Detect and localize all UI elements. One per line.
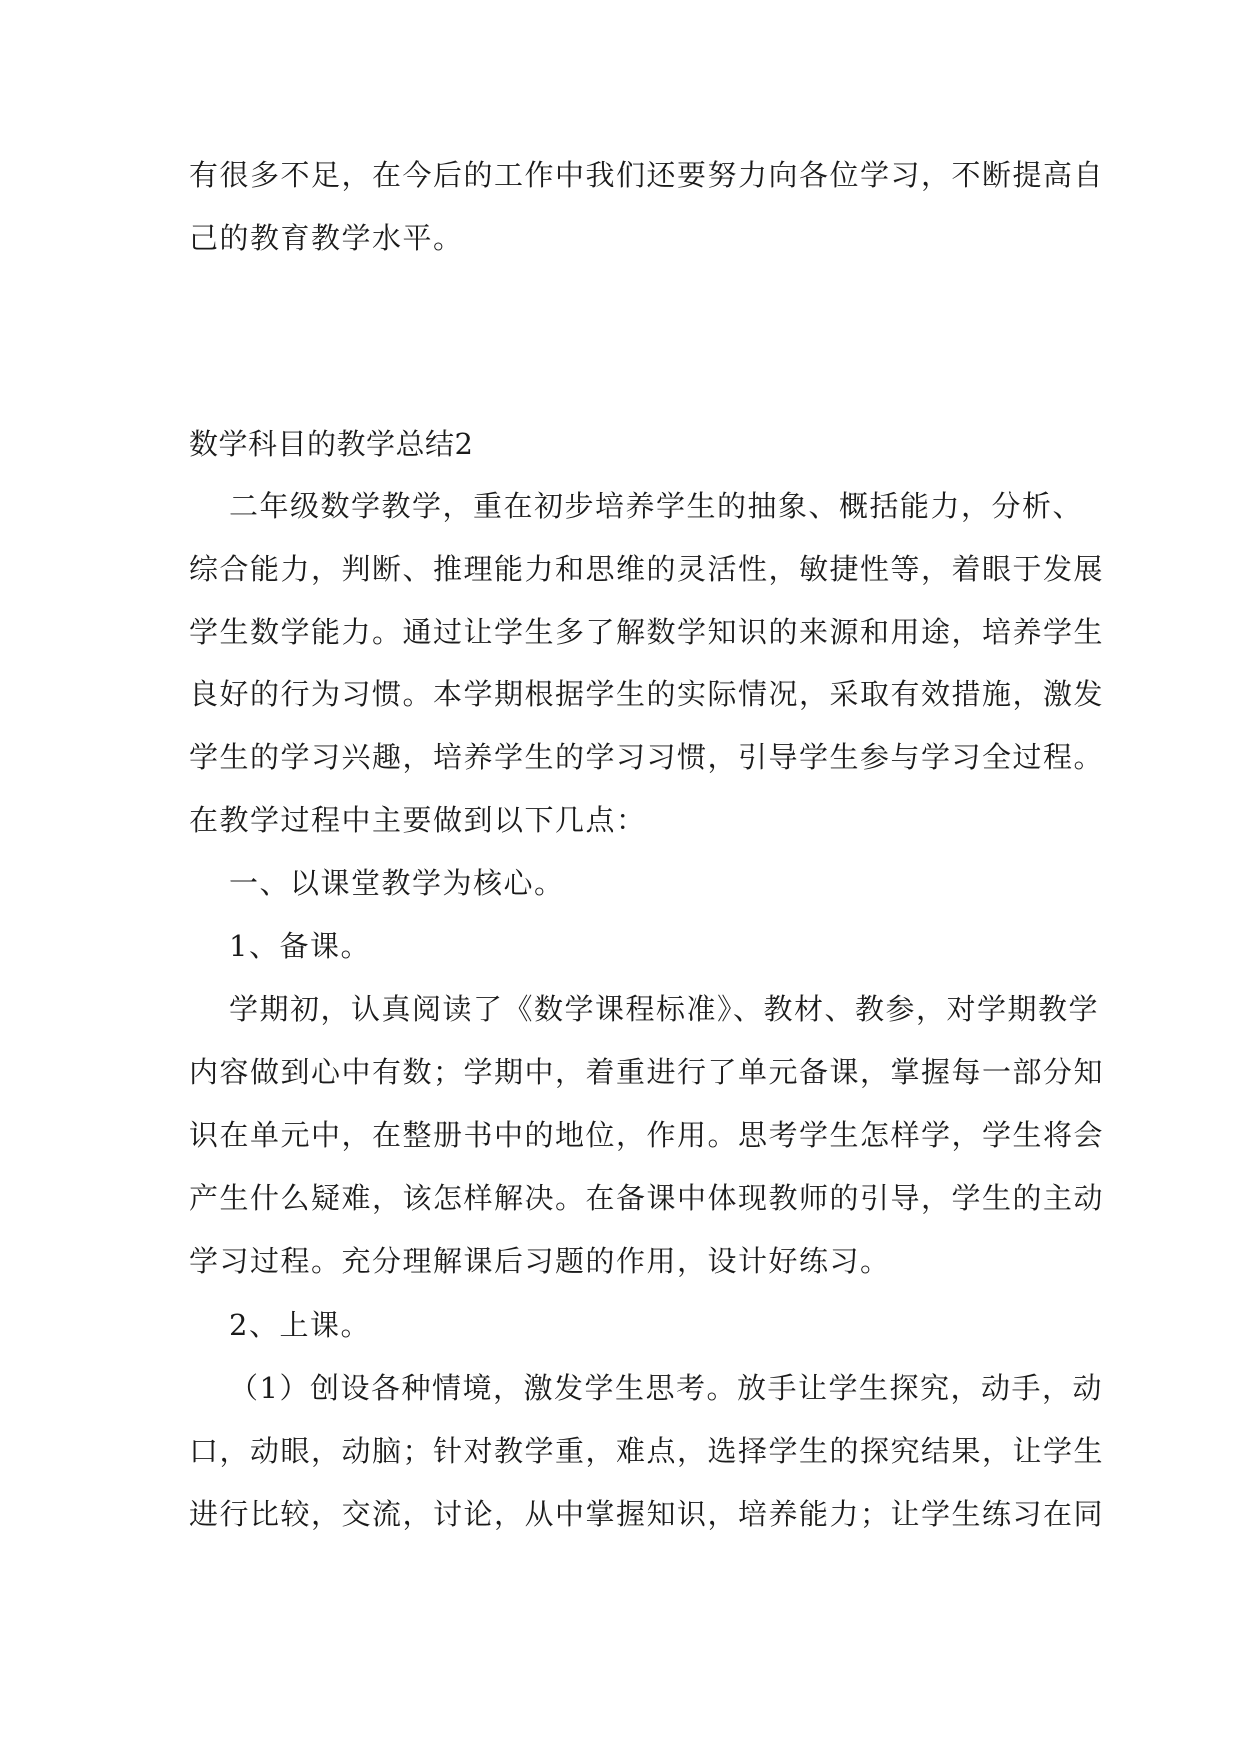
paragraph-line: （1）创设各种情境，激发学生思考。放手让学生探究，动手，动 — [229, 1371, 1103, 1405]
paragraph-line: 良好的行为习惯。本学期根据学生的实际情况，采取有效措施，激发 — [189, 677, 1105, 711]
paragraph-line: 学期初，认真阅读了《数学课程标准》、教材、教参，对学期教学 — [229, 992, 1100, 1026]
paragraph-line: 二年级数学教学，重在初步培养学生的抽象、概括能力，分析、 — [229, 489, 1084, 523]
paragraph-line: 在教学过程中主要做到以下几点： — [189, 803, 647, 837]
paragraph-line: 综合能力，判断、推理能力和思维的灵活性，敏捷性等，着眼于发展 — [189, 552, 1105, 586]
outline-heading: 一、以课堂教学为核心。 — [229, 866, 565, 900]
paragraph-line: 学习过程。充分理解课后习题的作用，设计好练习。 — [189, 1244, 891, 1278]
paragraph-line: 识在单元中，在整册书中的地位，作用。思考学生怎样学，学生将会 — [189, 1118, 1105, 1152]
subheading: 1、备课。 — [229, 929, 371, 963]
paragraph-line: 进行比较，交流，讨论，从中掌握知识，培养能力；让学生练习在同 — [189, 1497, 1105, 1531]
subheading: 2、上课。 — [229, 1308, 371, 1342]
section-heading: 数学科目的教学总结2 — [189, 427, 474, 461]
paragraph-line: 内容做到心中有数；学期中，着重进行了单元备课，掌握每一部分知 — [189, 1055, 1105, 1089]
paragraph-line: 产生什么疑难，该怎样解决。在备课中体现教师的引导，学生的主动 — [189, 1181, 1105, 1215]
paragraph-line: 学生数学能力。通过让学生多了解数学知识的来源和用途，培养学生 — [189, 615, 1105, 649]
paragraph-line: 学生的学习兴趣，培养学生的学习习惯，引导学生参与学习全过程。 — [189, 740, 1105, 774]
paragraph-line: 口，动眼，动脑；针对教学重，难点，选择学生的探究结果，让学生 — [189, 1434, 1105, 1468]
paragraph-line: 己的教育教学水平。 — [189, 221, 464, 255]
paragraph-line: 有很多不足，在今后的工作中我们还要努力向各位学习，不断提高自 — [189, 158, 1105, 192]
